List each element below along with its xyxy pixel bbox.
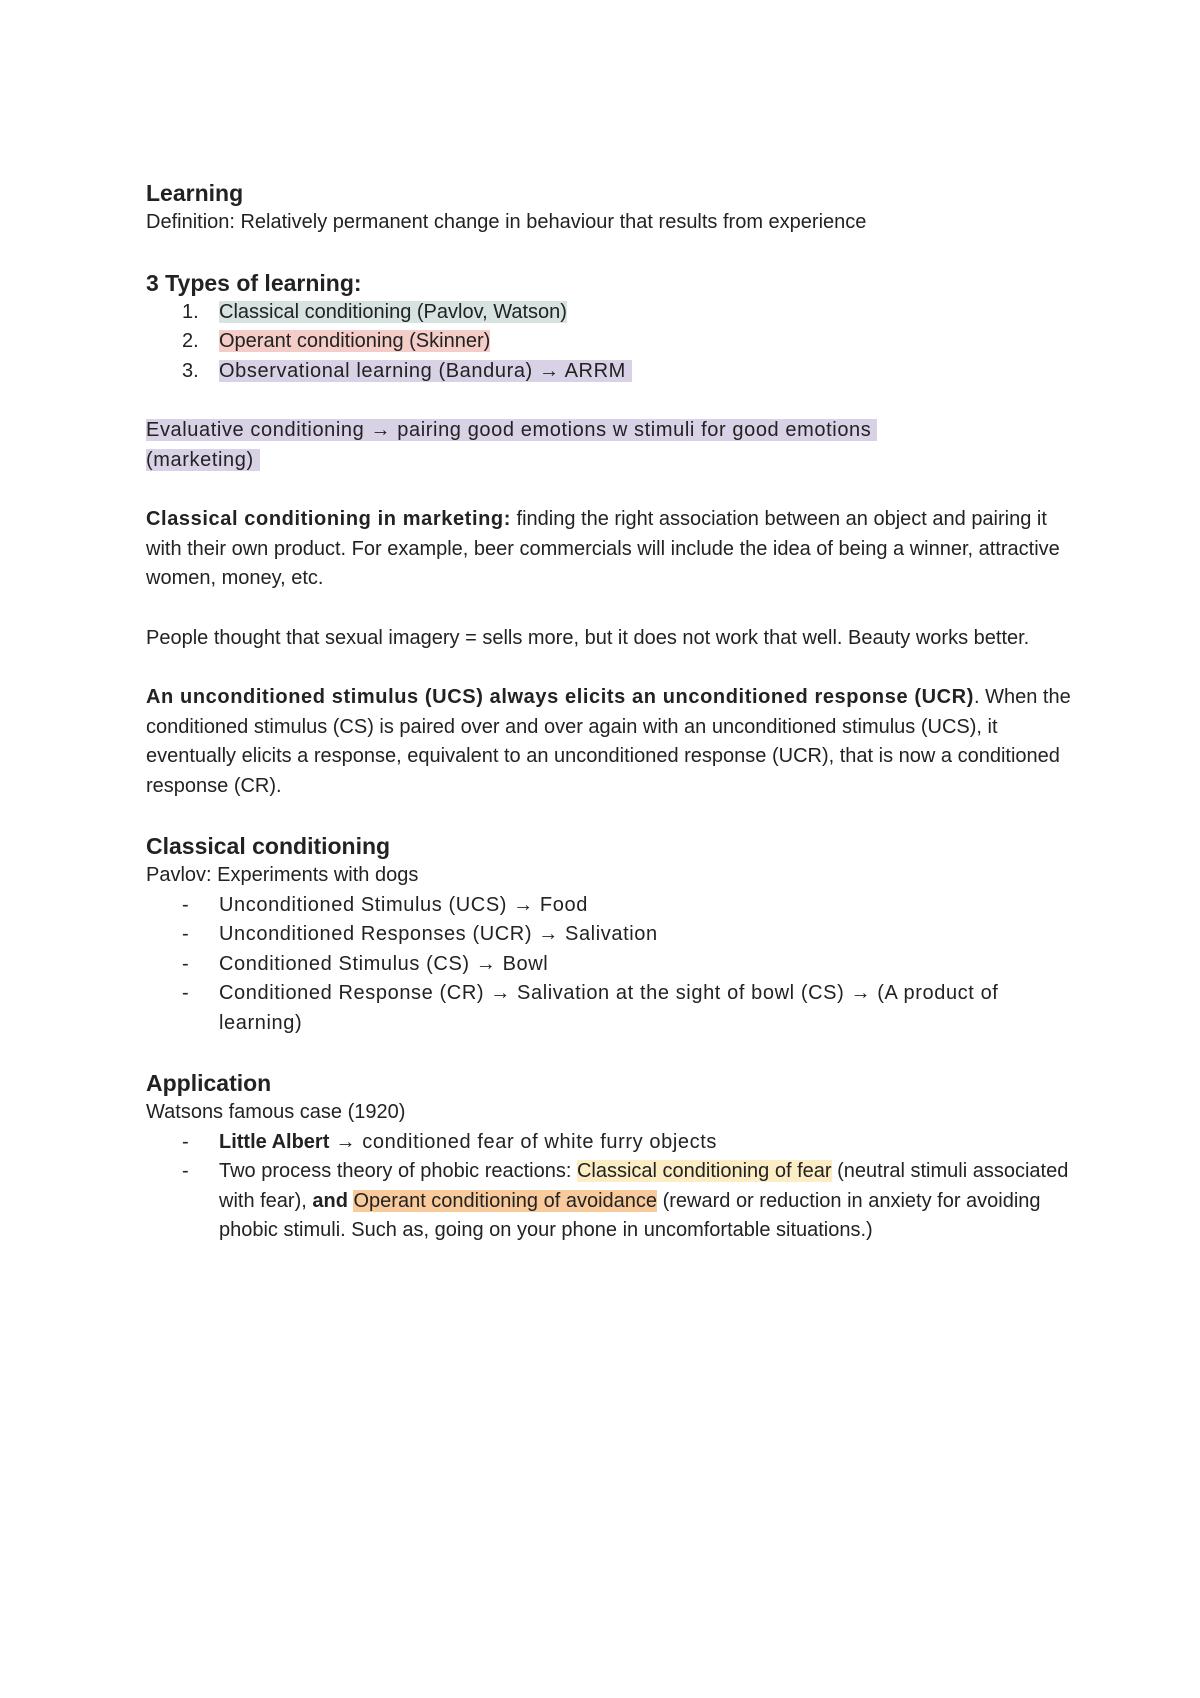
section-title-application: Application	[146, 1070, 272, 1096]
list-item	[146, 920, 1086, 950]
text-a: Two process theory of phobic reactions:	[219, 1160, 577, 1182]
text-b: (neutral stimuli associated with fear),	[219, 1160, 1069, 1212]
and-bold: and	[312, 1189, 348, 1212]
section-title-types: 3 Types of learning:	[146, 269, 362, 296]
list-marker: -	[182, 893, 190, 916]
little-albert-bold: Little Albert	[219, 1130, 330, 1153]
list-item-text: Unconditioned Responses (UCR) → Salivation	[219, 923, 658, 945]
types-list	[146, 298, 1086, 387]
list-marker: -	[182, 923, 190, 945]
marketing-text: finding the right association between an object and pairing it with their own product. For example, beer commercials will include the idea of being a winner, attractive women, money, etc.	[146, 508, 1060, 589]
list-item-text: Classical conditioning (Pavlov, Watson)	[219, 300, 567, 323]
section-title-learning: Learning	[146, 180, 244, 206]
list-item-text: Conditioned Stimulus (CS) → Bowl	[219, 952, 549, 975]
list-marker: -	[182, 1130, 189, 1153]
list-item	[146, 1128, 1086, 1158]
list-item-text: → conditioned fear of white furry objects	[329, 1130, 717, 1153]
application-subtitle: Watsons famous case (1920)	[146, 1101, 406, 1123]
ucs-paragraph	[146, 683, 1086, 801]
list-marker: -	[182, 952, 190, 975]
list-marker: -	[182, 982, 190, 1004]
list-marker: 3.	[182, 359, 199, 382]
list-item	[146, 1157, 1086, 1246]
list-item-text: Unconditioned Stimulus (UCS) → Food	[219, 893, 588, 916]
application-list	[146, 1128, 1086, 1246]
highlight-avoidance: Operant conditioning of avoidance	[353, 1189, 658, 1212]
list-marker: -	[182, 1160, 189, 1182]
definition-text: Definition: Relatively permanent change in behaviour that results from experience	[146, 211, 867, 233]
list-item	[146, 327, 1086, 357]
list-item-text: Observational learning (Bandura) → ARRM	[219, 360, 632, 382]
list-item	[146, 357, 1086, 387]
section-title-classical: Classical conditioning	[146, 833, 391, 859]
list-marker: 2.	[182, 330, 199, 352]
evaluative-line-2: (marketing)	[146, 449, 260, 471]
evaluative-line-1: Evaluative conditioning → pairing good emotions w stimuli for good emotions	[146, 419, 877, 441]
list-item-text: Conditioned Response (CR) → Salivation at the sight of bowl (CS) → (A product of learning)	[219, 982, 999, 1034]
evaluative-paragraph	[146, 416, 1086, 475]
ucs-bold: An unconditioned stimulus (UCS) always elicits an unconditioned response (UCR)	[146, 686, 974, 708]
marketing-bold: Classical conditioning in marketing:	[146, 508, 511, 530]
classical-subtitle: Pavlov: Experiments with dogs	[146, 864, 419, 886]
marketing-paragraph	[146, 505, 1086, 594]
classical-list	[146, 891, 1086, 1039]
highlight-fear: Classical conditioning of fear	[576, 1160, 832, 1182]
list-marker: 1.	[182, 300, 199, 323]
document-page	[146, 178, 1086, 1246]
list-item	[146, 298, 1086, 328]
list-item-text: Operant conditioning (Skinner)	[219, 330, 491, 352]
list-item	[146, 891, 1086, 921]
list-item	[146, 950, 1086, 980]
list-item	[146, 979, 1086, 1038]
sexual-imagery-paragraph: People thought that sexual imagery = sells more, but it does not work that well. Beauty works better.	[146, 626, 1030, 649]
ucs-text: . When the conditioned stimulus (CS) is paired over and over again with an unconditioned stimulus (UCS), it eventually elicits a response, equivalent to an unconditioned response (UCR), that is now a conditioned response (CR).	[146, 686, 1071, 797]
text-c: (reward or reduction in anxiety for avoiding phobic stimuli. Such as, going on your phone in uncomfortable situations.)	[219, 1189, 1041, 1241]
